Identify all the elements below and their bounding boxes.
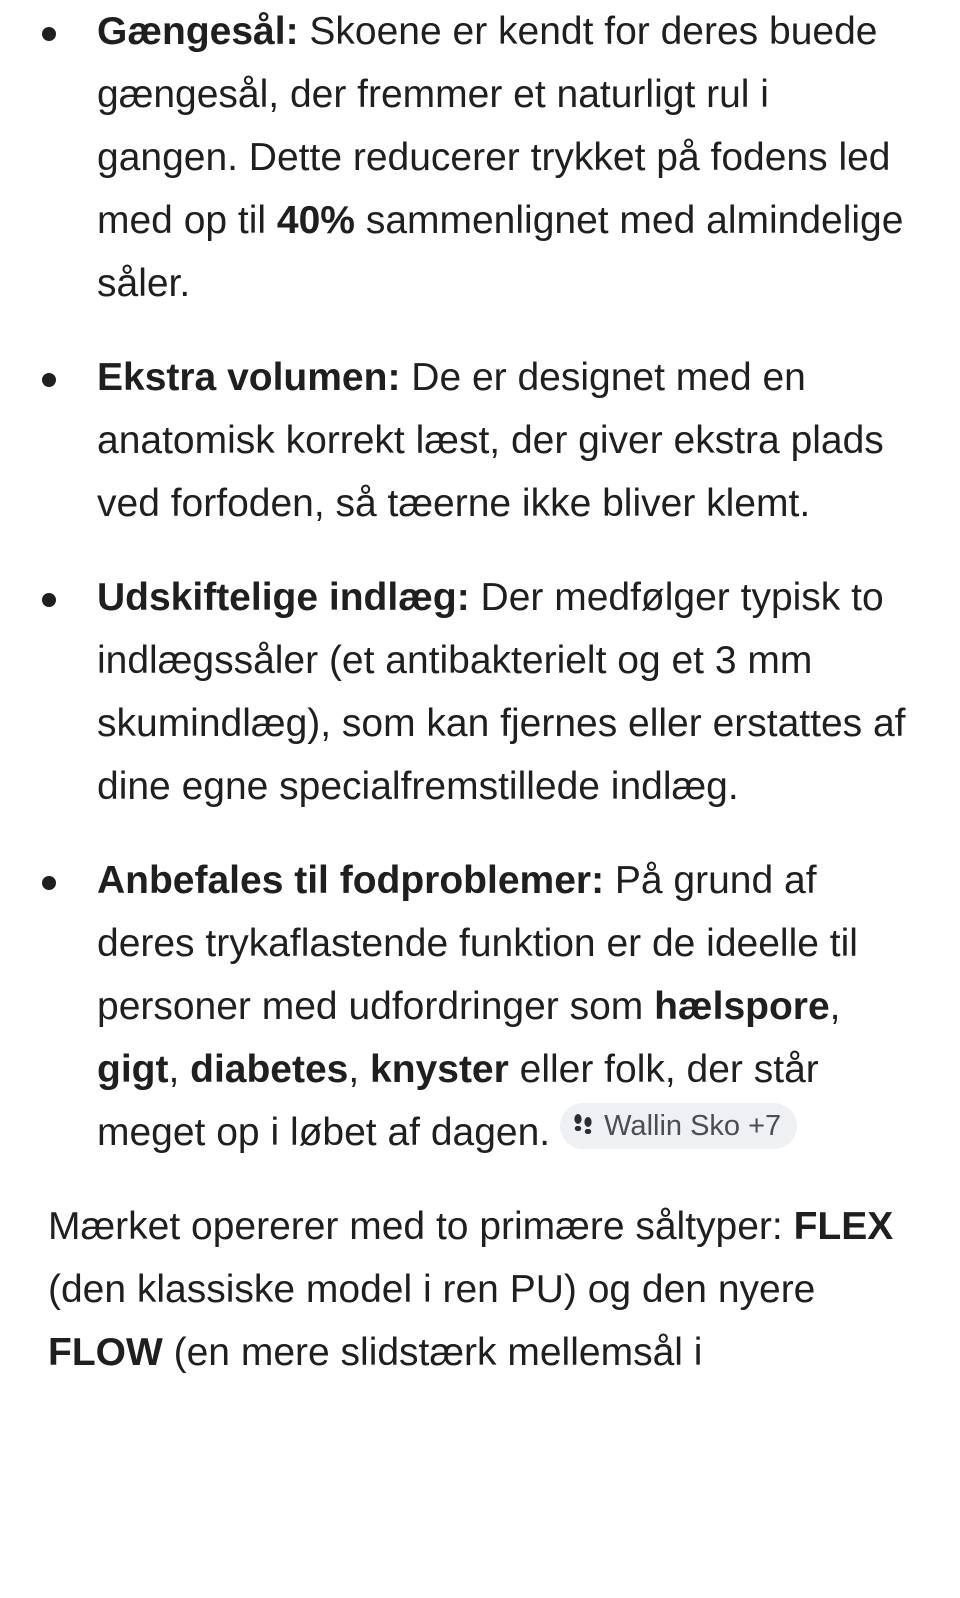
bullet-item-udskiftelige-indlaeg	[0, 566, 960, 818]
footprints-icon	[572, 1113, 594, 1139]
bullet-title: Anbefales til fodproblemer:	[97, 859, 605, 902]
paragraph-text: (en mere slidstærk mellemsål i	[162, 1331, 703, 1374]
source-chip[interactable]	[560, 1103, 797, 1149]
bullet-title: Gængesål:	[97, 10, 299, 53]
paragraph-emphasis: FLEX	[793, 1205, 894, 1248]
bullet-emphasis: gigt	[97, 1048, 169, 1091]
bullet-dot	[42, 593, 56, 607]
paragraph-text: Mærket opererer med to primære såltyper:	[48, 1205, 794, 1248]
bullet-text: De er designet med en anatomisk korrekt læst, der giver ekstra plads ved forfoden, så tæerne ikke bliver klemt.	[97, 356, 884, 525]
bullet-title: Udskiftelige indlæg:	[97, 576, 470, 619]
bullet-text: ,	[168, 1048, 191, 1091]
bullet-text: ,	[348, 1048, 371, 1091]
bullet-text: På grund af deres trykaflastende funktion er de ideelle til personer med udfordringer som	[97, 859, 858, 1028]
bullet-item-fodproblemer	[0, 849, 960, 1164]
bullet-emphasis: knyster	[370, 1048, 509, 1091]
bullet-title: Ekstra volumen:	[97, 356, 401, 399]
bullet-text: Der medfølger typisk to indlægssåler (et antibakterielt og et 3 mm skumindlæg), som kan fjernes eller erstattes af dine egne specialfremstillede indlæg.	[97, 576, 906, 808]
bullet-text: ,	[829, 985, 841, 1028]
source-chip-label: Wallin Sko +7	[604, 1110, 782, 1142]
bullet-dot	[42, 27, 56, 41]
bullet-emphasis: diabetes	[190, 1048, 349, 1091]
bullet-emphasis: hælspore	[654, 985, 830, 1028]
closing-paragraph	[0, 1195, 960, 1384]
bullet-item-gaengesal	[0, 0, 960, 315]
bullet-text: sammenlignet med almindelige såler.	[97, 199, 904, 305]
bullet-dot	[42, 876, 56, 890]
bullet-dot	[42, 373, 56, 387]
bullet-emphasis: 40%	[276, 199, 355, 242]
bullet-item-ekstra-volumen	[0, 346, 960, 535]
bullet-text: eller folk, der står meget op i løbet af dagen.	[97, 1048, 819, 1154]
bullet-text: Skoene er kendt for deres buede gængesål, der fremmer et naturligt rul i gangen. Dette reducerer trykket på fodens led med op til	[97, 10, 891, 242]
paragraph-text: (den klassiske model i ren PU) og den nyere	[48, 1268, 816, 1311]
paragraph-emphasis: FLOW	[48, 1331, 163, 1374]
